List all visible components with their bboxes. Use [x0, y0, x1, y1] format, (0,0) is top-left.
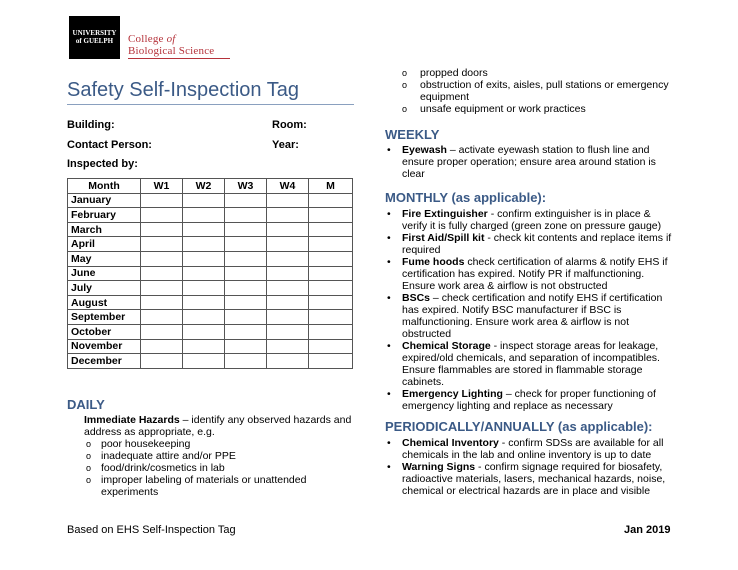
table-row	[68, 208, 353, 223]
fire-line-1	[402, 208, 651, 220]
check-cell[interactable]	[141, 354, 183, 369]
table-header-row	[68, 179, 353, 194]
check-cell[interactable]	[225, 324, 267, 339]
contact-label: Contact Person:	[67, 139, 152, 151]
table-row	[68, 339, 353, 354]
periodic-heading: PERIODICALLY/ANNUALLY (as applicable):	[385, 419, 653, 434]
check-cell[interactable]	[183, 354, 225, 369]
footer-date: Jan 2019	[624, 524, 671, 536]
month-name: October	[68, 324, 141, 339]
table-row	[68, 310, 353, 325]
building-label: Building:	[67, 119, 115, 131]
header-w1: W1	[141, 179, 183, 194]
month-name: April	[68, 237, 141, 252]
daily-heading: DAILY	[67, 397, 105, 412]
check-cell[interactable]	[309, 208, 353, 223]
bsc-line-1	[402, 292, 662, 304]
monthly-heading: MONTHLY (as applicable):	[385, 190, 547, 205]
warn-line-1	[402, 461, 662, 473]
aid-text-1: - check kit contents and replace items if	[484, 232, 672, 244]
check-cell[interactable]	[225, 208, 267, 223]
fire-bold: Fire Extinguisher	[402, 208, 488, 220]
check-cell[interactable]	[225, 354, 267, 369]
check-cell[interactable]	[225, 266, 267, 281]
right-item-1: propped doors	[420, 67, 488, 79]
daily-lead-text: – identify any observed hazards and	[179, 414, 352, 426]
daily-circle-2: o	[86, 451, 92, 461]
check-cell[interactable]	[225, 310, 267, 325]
college-word: College	[128, 33, 164, 45]
check-cell[interactable]	[183, 281, 225, 296]
fire-line-2: verify it is fully charged (green zone on pressure gauge)	[402, 220, 662, 232]
check-cell[interactable]	[267, 208, 309, 223]
table-row	[68, 295, 353, 310]
daily-circle-3: o	[86, 463, 92, 473]
college-name	[128, 33, 214, 57]
check-cell[interactable]	[267, 310, 309, 325]
college-line-2: Biological Science	[128, 45, 215, 57]
check-cell[interactable]	[309, 222, 353, 237]
check-cell[interactable]	[267, 324, 309, 339]
check-cell[interactable]	[267, 251, 309, 266]
check-cell[interactable]	[309, 339, 353, 354]
check-cell[interactable]	[183, 295, 225, 310]
right-circle-2: o	[402, 80, 408, 90]
check-cell[interactable]	[309, 193, 353, 208]
check-cell[interactable]	[141, 324, 183, 339]
check-cell[interactable]	[225, 251, 267, 266]
weekly-text-1: – activate eyewash station to flush line and	[446, 144, 650, 156]
table-row	[68, 324, 353, 339]
weekly-line-1	[402, 144, 650, 156]
check-cell[interactable]	[183, 324, 225, 339]
chem-line-3: Ensure flammables are stored in flammable storage	[402, 364, 643, 376]
year-label: Year:	[272, 139, 299, 151]
check-cell[interactable]	[267, 237, 309, 252]
inv-line-2: chemicals in the lab and online inventory is up to date	[402, 449, 652, 461]
bullet: •	[387, 144, 391, 156]
fume-line-1	[402, 256, 668, 268]
month-name: September	[68, 310, 141, 325]
aid-line-1	[402, 232, 671, 244]
daily-item-4: improper labeling of materials or unattended	[101, 474, 307, 486]
check-cell[interactable]	[267, 222, 309, 237]
table-row	[68, 251, 353, 266]
bsc-line-4: obstructed	[402, 328, 452, 340]
bullet: •	[387, 437, 391, 449]
fume-line-2: certification has expired. Notify PR if malfunctioning.	[402, 268, 645, 280]
bullet: •	[387, 461, 391, 473]
check-cell[interactable]	[267, 339, 309, 354]
check-cell[interactable]	[267, 281, 309, 296]
fume-bold: Fume hoods	[402, 256, 465, 268]
aid-bold: First Aid/Spill kit	[402, 232, 485, 244]
table-row	[68, 354, 353, 369]
inspection-table	[67, 178, 353, 369]
check-cell[interactable]	[309, 295, 353, 310]
logo-line-1: UNIVERSITY	[72, 29, 117, 37]
title-divider	[67, 104, 354, 105]
check-cell[interactable]	[183, 193, 225, 208]
right-circle-1: o	[402, 68, 408, 78]
check-cell[interactable]	[309, 237, 353, 252]
check-cell[interactable]	[225, 295, 267, 310]
warn-text-1: - confirm signage required for biosafety,	[475, 461, 663, 473]
inv-bold: Chemical Inventory	[402, 437, 499, 449]
warn-bold: Warning Signs	[402, 461, 476, 473]
check-cell[interactable]	[141, 251, 183, 266]
bullet: •	[387, 256, 391, 268]
fume-text-1: check certification of alarms & notify EHS if	[464, 256, 668, 268]
check-cell[interactable]	[309, 324, 353, 339]
check-cell[interactable]	[141, 266, 183, 281]
check-cell[interactable]	[141, 208, 183, 223]
inv-text-1: - confirm SDSs are available for all	[498, 437, 664, 449]
logo-line-2: of GUELPH	[75, 37, 114, 45]
emerg-line-2: emergency lighting and replace as necessary	[402, 400, 613, 412]
fire-text-1: - confirm extinguisher is in place &	[487, 208, 651, 220]
logo-divider	[128, 58, 230, 59]
check-cell[interactable]	[183, 222, 225, 237]
aid-line-2: required	[402, 244, 441, 256]
check-cell[interactable]	[267, 266, 309, 281]
check-cell[interactable]	[183, 251, 225, 266]
warn-line-2: radioactive materials, lasers, mechanical hazards, noise,	[402, 473, 666, 485]
daily-lead-2: address as appropriate, e.g.	[84, 426, 215, 438]
check-cell[interactable]	[225, 237, 267, 252]
right-circle-3: o	[402, 104, 408, 114]
check-cell[interactable]	[225, 193, 267, 208]
right-item-2b: equipment	[420, 91, 470, 103]
check-cell[interactable]	[309, 354, 353, 369]
check-cell[interactable]	[309, 281, 353, 296]
check-cell[interactable]	[141, 310, 183, 325]
check-cell[interactable]	[141, 222, 183, 237]
bullet: •	[387, 340, 391, 352]
check-cell[interactable]	[267, 295, 309, 310]
check-cell[interactable]	[225, 281, 267, 296]
check-cell[interactable]	[141, 295, 183, 310]
footer-source: Based on EHS Self-Inspection Tag	[67, 524, 236, 536]
check-cell[interactable]	[225, 339, 267, 354]
weekly-line-2: ensure proper operation; ensure area around station is	[402, 156, 656, 168]
bullet: •	[387, 292, 391, 304]
check-cell[interactable]	[309, 310, 353, 325]
right-item-3: unsafe equipment or work practices	[420, 103, 586, 115]
bullet: •	[387, 208, 391, 220]
header-w2: W2	[183, 179, 225, 194]
weekly-bold: Eyewash	[402, 144, 447, 156]
chem-line-4: cabinets.	[402, 376, 445, 388]
chem-bold: Chemical Storage	[402, 340, 491, 352]
check-cell[interactable]	[267, 193, 309, 208]
university-logo	[69, 16, 120, 59]
month-name: July	[68, 281, 141, 296]
bullet: •	[387, 232, 391, 244]
daily-item-1: poor housekeeping	[101, 438, 191, 450]
check-cell[interactable]	[183, 237, 225, 252]
inspected-label: Inspected by:	[67, 158, 138, 170]
bsc-line-2: has expired. Notify BSC manufacturer if BSC is	[402, 304, 622, 316]
table-row	[68, 193, 353, 208]
month-name: January	[68, 193, 141, 208]
check-cell[interactable]	[225, 222, 267, 237]
check-cell[interactable]	[309, 266, 353, 281]
month-name: August	[68, 295, 141, 310]
header-w3: W3	[225, 179, 267, 194]
fume-line-3: Ensure work area & airflow is not obstructed	[402, 280, 608, 292]
college-of: of	[166, 33, 176, 45]
check-cell[interactable]	[183, 208, 225, 223]
daily-item-5: experiments	[101, 486, 159, 498]
month-name: June	[68, 266, 141, 281]
daily-circle-1: o	[86, 439, 92, 449]
month-name: November	[68, 339, 141, 354]
table-row	[68, 266, 353, 281]
table-row	[68, 281, 353, 296]
check-cell[interactable]	[141, 237, 183, 252]
header-w4: W4	[267, 179, 309, 194]
check-cell[interactable]	[141, 193, 183, 208]
check-cell[interactable]	[183, 339, 225, 354]
month-name: March	[68, 222, 141, 237]
chem-text-1: - inspect storage areas for leakage,	[490, 340, 659, 352]
warn-line-3: chemical or electrical hazards are in place and visible	[402, 485, 651, 497]
header-m: M	[309, 179, 353, 194]
check-cell[interactable]	[183, 266, 225, 281]
bsc-bold: BSCs	[402, 292, 431, 304]
month-name: May	[68, 251, 141, 266]
check-cell[interactable]	[183, 310, 225, 325]
daily-circle-4: o	[86, 475, 92, 485]
room-label: Room:	[272, 119, 307, 131]
bsc-text-1: – check certification and notify EHS if certification	[430, 292, 663, 304]
check-cell[interactable]	[267, 354, 309, 369]
emerg-line-1	[402, 388, 656, 400]
chem-line-2: expired/old chemicals, and separation of incompatibles.	[402, 352, 660, 364]
header-month: Month	[68, 179, 141, 194]
bsc-line-3: malfunctioning. Ensure work area & airflow is not	[402, 316, 630, 328]
daily-item-3: food/drink/cosmetics in lab	[101, 462, 225, 474]
table-row	[68, 222, 353, 237]
daily-lead-bold: Immediate Hazards	[84, 414, 180, 426]
check-cell[interactable]	[309, 251, 353, 266]
bullet: •	[387, 388, 391, 400]
emerg-bold: Emergency Lighting	[402, 388, 503, 400]
table-row	[68, 237, 353, 252]
month-name: December	[68, 354, 141, 369]
chem-line-1	[402, 340, 658, 352]
check-cell[interactable]	[141, 339, 183, 354]
month-name: February	[68, 208, 141, 223]
check-cell[interactable]	[141, 281, 183, 296]
emerg-text-1: – check for proper functioning of	[502, 388, 656, 400]
weekly-heading: WEEKLY	[385, 127, 440, 142]
weekly-line-3: clear	[402, 168, 425, 180]
inv-line-1	[402, 437, 663, 449]
daily-lead	[84, 414, 351, 426]
page-title: Safety Self-Inspection Tag	[67, 79, 299, 101]
daily-item-2: inadequate attire and/or PPE	[101, 450, 236, 462]
right-item-2: obstruction of exits, aisles, pull stations or emergency	[420, 79, 669, 91]
